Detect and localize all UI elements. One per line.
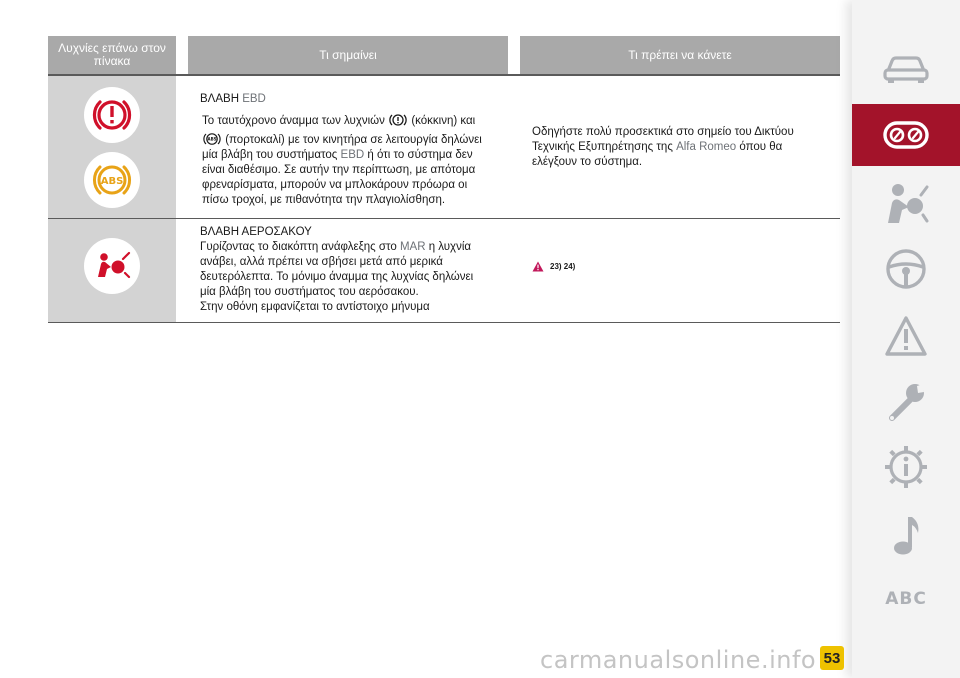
- action-cell: [508, 76, 840, 218]
- abs-warning-icon: [83, 151, 141, 209]
- nav-car[interactable]: [852, 44, 960, 94]
- warning-lights-table: [48, 36, 840, 323]
- dashboard-icon: [882, 120, 930, 150]
- table-header: [48, 36, 840, 76]
- meaning-cell: [176, 76, 508, 218]
- warning-triangle-icon: [532, 261, 544, 272]
- svg-text:ABS: ABS: [100, 176, 124, 187]
- nav-dashboard[interactable]: [852, 104, 960, 166]
- fault-title: ΒΛΑΒΗ ΑΕΡΟΣΑΚΟΥ: [200, 226, 312, 238]
- music-note-icon: [886, 513, 926, 557]
- nav-maintenance[interactable]: [852, 376, 960, 428]
- airbag-warning-icon: [83, 237, 141, 295]
- table-row: [48, 219, 840, 323]
- fault-description: Το ταυτόχρονο άναμμα των λυχνιών (κόκκινη) και ABS (πορτοκαλί) με τον κινητήρα σε λειτουργία δηλώνει μία βλάβη του συστήματος EBD ή ότι το σύστημα δεν είναι διαθέσιμο. Σε αυτήν την περίπτωση, με απότομα φρεναρίσματα, μπορούν να μπλοκάρουν πρόωρα οι πίσω τροχοί, με πιθανότητα την πλαγιολίσθηση.: [202, 115, 482, 206]
- info-gear-icon: [884, 445, 928, 489]
- lamp-cell: [48, 76, 176, 218]
- car-icon: [882, 53, 930, 85]
- watermark: carmanualsonline.info: [540, 646, 817, 674]
- airbag-icon: [882, 181, 930, 227]
- nav-technical-data[interactable]: [852, 440, 960, 494]
- nav-safety[interactable]: [852, 176, 960, 232]
- svg-text:ABS: ABS: [207, 136, 217, 142]
- page-number: 53: [820, 646, 844, 670]
- steering-wheel-icon: [884, 247, 928, 291]
- header-action: Τι πρέπει να κάνετε: [520, 36, 840, 74]
- action-cell: [508, 219, 840, 322]
- chapter-sidebar: [852, 0, 960, 678]
- nav-index[interactable]: [852, 584, 960, 614]
- header-lamps: Λυχνίες επάνω στον πίνακα: [48, 36, 176, 74]
- header-meaning: Τι σημαίνει: [188, 36, 508, 74]
- lamp-cell: [48, 219, 176, 322]
- meaning-cell: ΒΛΑΒΗ ΑΕΡΟΣΑΚΟΥ Γυρίζοντας το διακόπτη ανάφλεξης στο MAR η λυχνία ανάβει, αλλά πρέπει να σβήσει μετά από μερικά δευτερόλεπτα. Το μόνιμο άναμμα της λυχνίας δηλώνει μία βλάβη του συστήματος του αερόσακου. Στην οθόνη εμφανίζεται το αντίστοιχο μήνυμα: [176, 219, 508, 322]
- brake-inline-icon: [388, 113, 408, 127]
- abs-inline-icon: [202, 132, 222, 146]
- nav-starting-driving[interactable]: [852, 244, 960, 294]
- fault-title: ΒΛΑΒΗ EBD: [200, 93, 266, 105]
- warning-references[interactable]: 23) 24): [532, 259, 575, 274]
- brake-warning-icon: [83, 86, 141, 144]
- wrench-icon: [884, 380, 928, 424]
- warning-triangle-icon: [884, 315, 928, 357]
- action-text: Οδηγήστε πολύ προσεκτικά στο σημείο του Δικτύου Τεχνικής Εξυπηρέτησης της Alfa Romeo όπου θα ελέγξουν το σύστημα.: [532, 125, 794, 168]
- index-abc-label: ABC: [885, 589, 927, 609]
- nav-multimedia[interactable]: [852, 510, 960, 560]
- table-row: [48, 76, 840, 219]
- nav-emergency[interactable]: [852, 310, 960, 362]
